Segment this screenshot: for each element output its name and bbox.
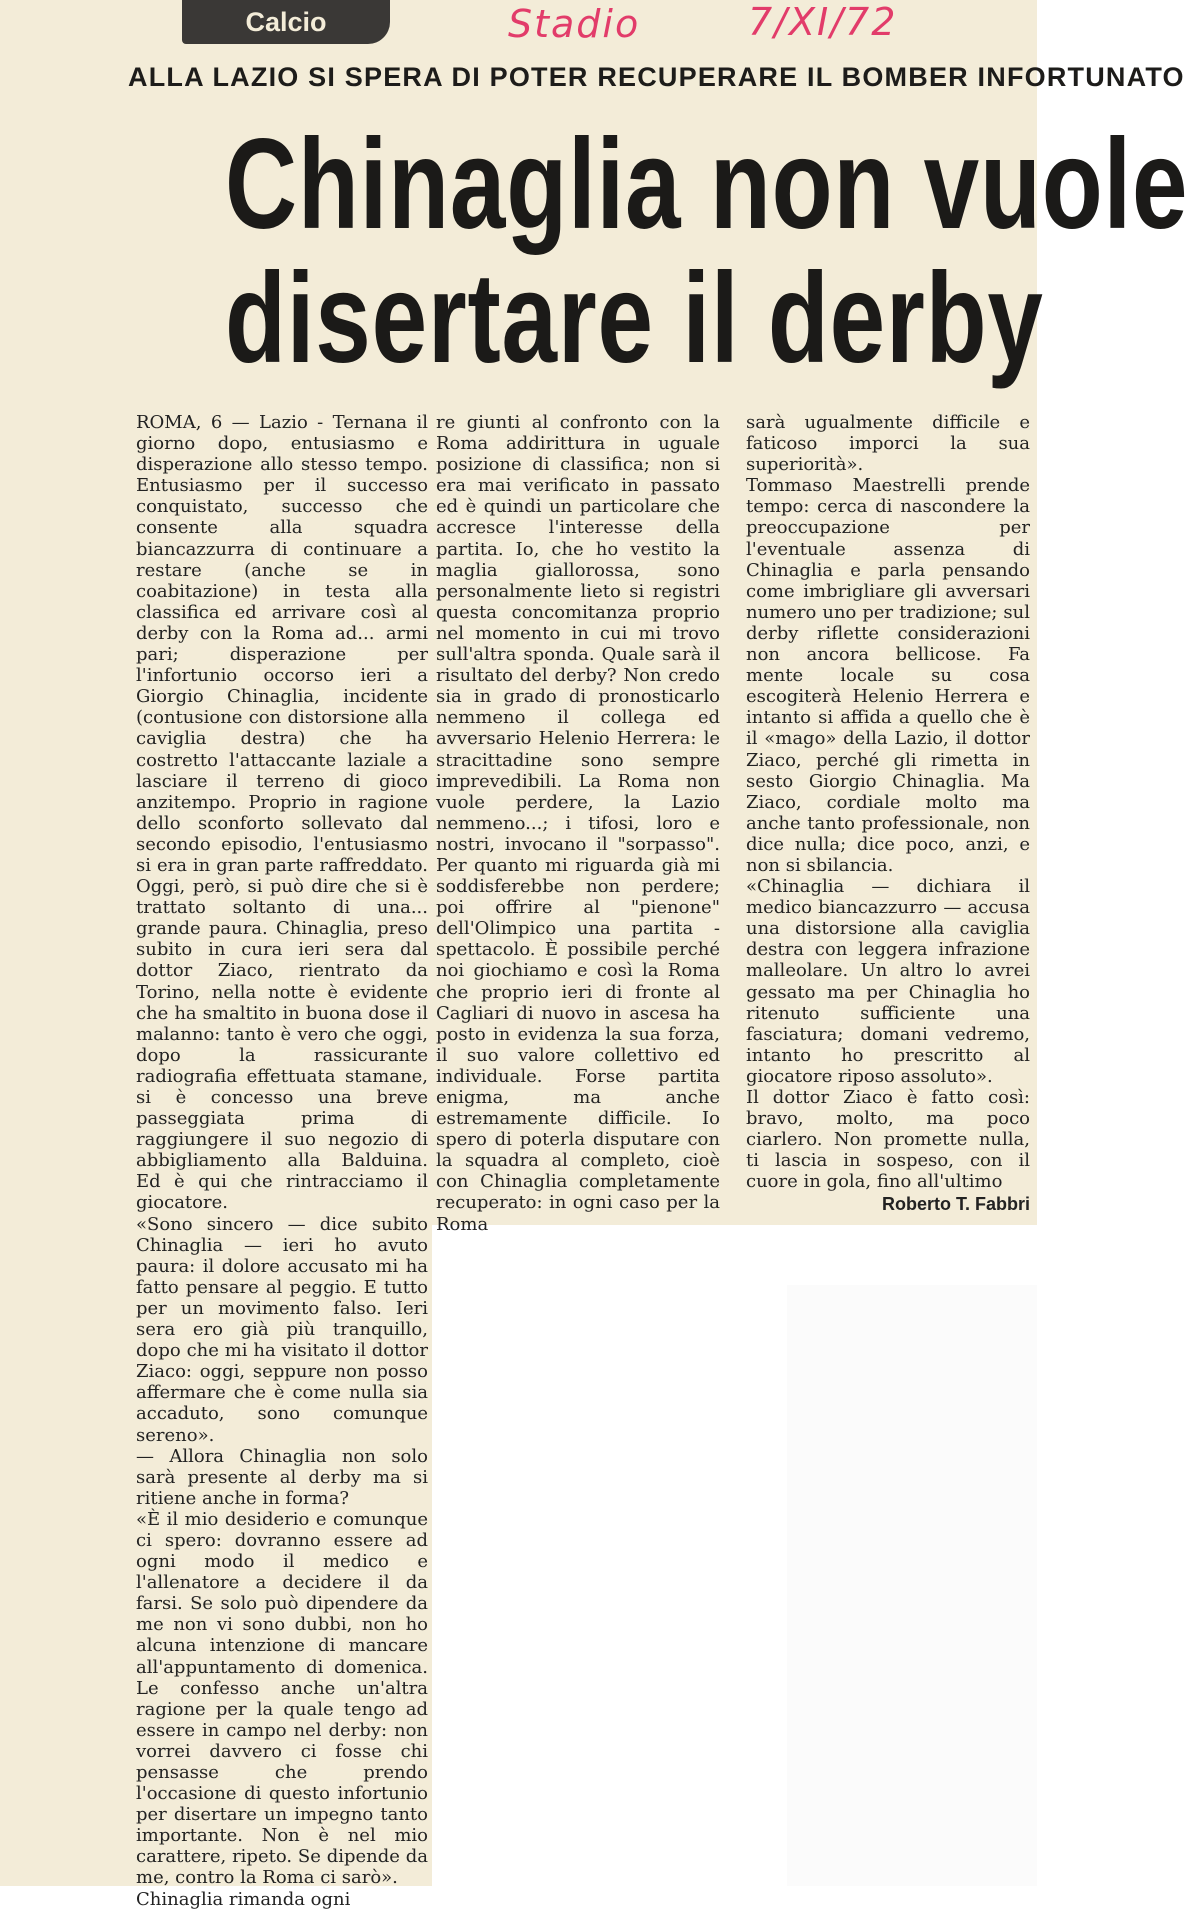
paragraph: «È il mio desiderio e comunque ci spero: dovranno essere ad ogni modo il medico e l'allenatore a decidere il da farsi. Se solo può dipendere da me non vi sono dubbi, non ho alcuna intenzione di mancare all'appuntamento di domenica. Le confesso anche un'altra ragione per la quale tengo ad essere in campo nel derby: non vorrei davvero ci fosse chi pensasse che prendo l'occasione di questo infortunio per disertare un impegno tanto importante. Non è nel mio carattere, ripeto. Se dipende da me, contro la Roma ci sarò». — [136, 1508, 428, 1889]
paragraph: re giunti al confronto con la Roma addirittura in uguale posizione di classifica; non si era mai verificato in passato ed è quindi un particolare che accresce l'interesse della partita. Io, che ho vestito la maglia giallorossa, sono personalmente lieto si registri questa concomitanza proprio nel momento in cui mi trovo sull'altra sponda. Quale sarà il risultato del derby? Non credo sia in grado di pronosticarlo nemmeno il collega ed avversario Helenio Herrera: le stracittadine sono sempre imprevedibili. La Roma non vuole perdere, la Lazio nemmeno...; i tifosi, loro e nostri, invocano il "sorpasso". Per quanto mi riguarda già mi soddisferebbe non perdere; poi offrire al "pienone" dell'Olimpico una partita - spettacolo. È possibile perché noi giochiamo e così la Roma che proprio ieri di fronte al Cagliari di nuovo in ascesa ha posto in evidenza la sua forza, il suo valore collettivo ed individuale. Forse partita enigma, ma anche estremamente difficile. Io spero di poterla disputare con la squadra al completo, cioè con Chinaglia completamente recuperato: in ogni caso per la Roma — [436, 412, 720, 1235]
article-column-2 — [436, 412, 720, 1235]
byline: Roberto T. Fabbri — [882, 1194, 1030, 1215]
paragraph: «Chinaglia — dichiara il medico biancazzurro — accusa una distorsione alla caviglia destra con leggera infrazione malleolare. Un altro lo avrei gessato ma per Chinaglia ho ritenuto sufficiente una fasciatura; domani vedremo, intanto ho prescritto al giocatore riposo assoluto». — [746, 876, 1030, 1087]
paragraph: sarà ugualmente difficile e faticoso imporci la sua superiorità». — [746, 412, 1030, 476]
paragraph: «Sono sincero — dice subito Chinaglia — ieri ho avuto paura: il dolore accusato mi ha fatto pensare al peggio. E tutto per un movimento falso. Ieri sera ero già più tranquillo, dopo che mi ha visitato il dottor Ziaco: oggi, seppure non posso affermare che è come nulla sia accaduto, sono comunque sereno». — [136, 1213, 428, 1446]
headline-line-1: Chinaglia non vuole — [225, 113, 1188, 256]
handwritten-annotation — [500, 0, 930, 50]
paragraph: Chinaglia rimanda ogni — [136, 1888, 351, 1910]
kicker: ALLA LAZIO SI SPERA DI POTER RECUPERARE IL BOMBER INFORTUNATO — [128, 62, 1185, 92]
headline — [126, 113, 1188, 390]
headline-line-2: disertare il derby — [225, 247, 1044, 390]
paragraph: ROMA, 6 — Lazio - Ternana il giorno dopo, entusiasmo e disperazione allo stesso tempo. Entusiasmo per il successo conquistato, successo che consente alla squadra biancazzurra di continuare a restare (anche se in coabitazione) in testa alla classifica ed arrivare così al derby con la Roma ad... armi pari; disperazione per l'infortunio occorso ieri a Giorgio Chinaglia, incidente (contusione con distorsione alla caviglia destra) che ha costretto l'attaccante laziale a lasciare il terreno di gioco anzitempo. Proprio in ragione dello sconforto sollevato dal secondo episodio, l'entusiasmo si era in gran parte raffreddato. Oggi, però, si può dire che si è trattato soltanto di una... grande paura. Chinaglia, preso subito in cura ieri sera dal dottor Ziaco, rientrato da Torino, nella notte è evidente che ha smaltito in buona dose il malanno: tanto è vero che oggi, dopo la rassicurante radiografia effettuata stamane, si è concesso una breve passeggiata prima di raggiungere il suo negozio di abbigliamento alla Balduina. Ed è qui che rintracciamo il giocatore. — [136, 412, 428, 1214]
handwritten-publication: Stadio — [508, 2, 641, 46]
paragraph: Il dottor Ziaco è fatto così: bravo, molto, ma poco ciarlero. Non promette nulla, ti lascia in sospeso, con il cuore in gola, fino all'ultimo — [746, 1087, 1030, 1193]
article-column-3 — [746, 412, 1030, 1216]
handwritten-date: 7/XI/72 — [748, 0, 898, 44]
blank-area-inner — [787, 1285, 1037, 1886]
paragraph: — Allora Chinaglia non solo sarà presente al derby ma si ritiene anche in forma? — [136, 1445, 428, 1509]
section-label: Calcio — [182, 0, 390, 44]
article-column-1 — [136, 412, 428, 1910]
paragraph: Tommaso Maestrelli prende tempo: cerca di nascondere la preoccupazione per l'eventuale assenza di Chinaglia e parla pensando come imbrigliare gli avversari numero uno per tradizione; sul derby riflette considerazioni non ancora bellicose. Fa mente locale su cosa escogiterà Helenio Herrera e intanto si affida a quello che è il «mago» della Lazio, il dottor Ziaco, perché gli rimetta in sesto Giorgio Chinaglia. Ma Ziaco, cordiale molto ma anche tanto professionale, non dice nulla; dice poco, anzi, e non si sbilancia. — [746, 475, 1030, 876]
